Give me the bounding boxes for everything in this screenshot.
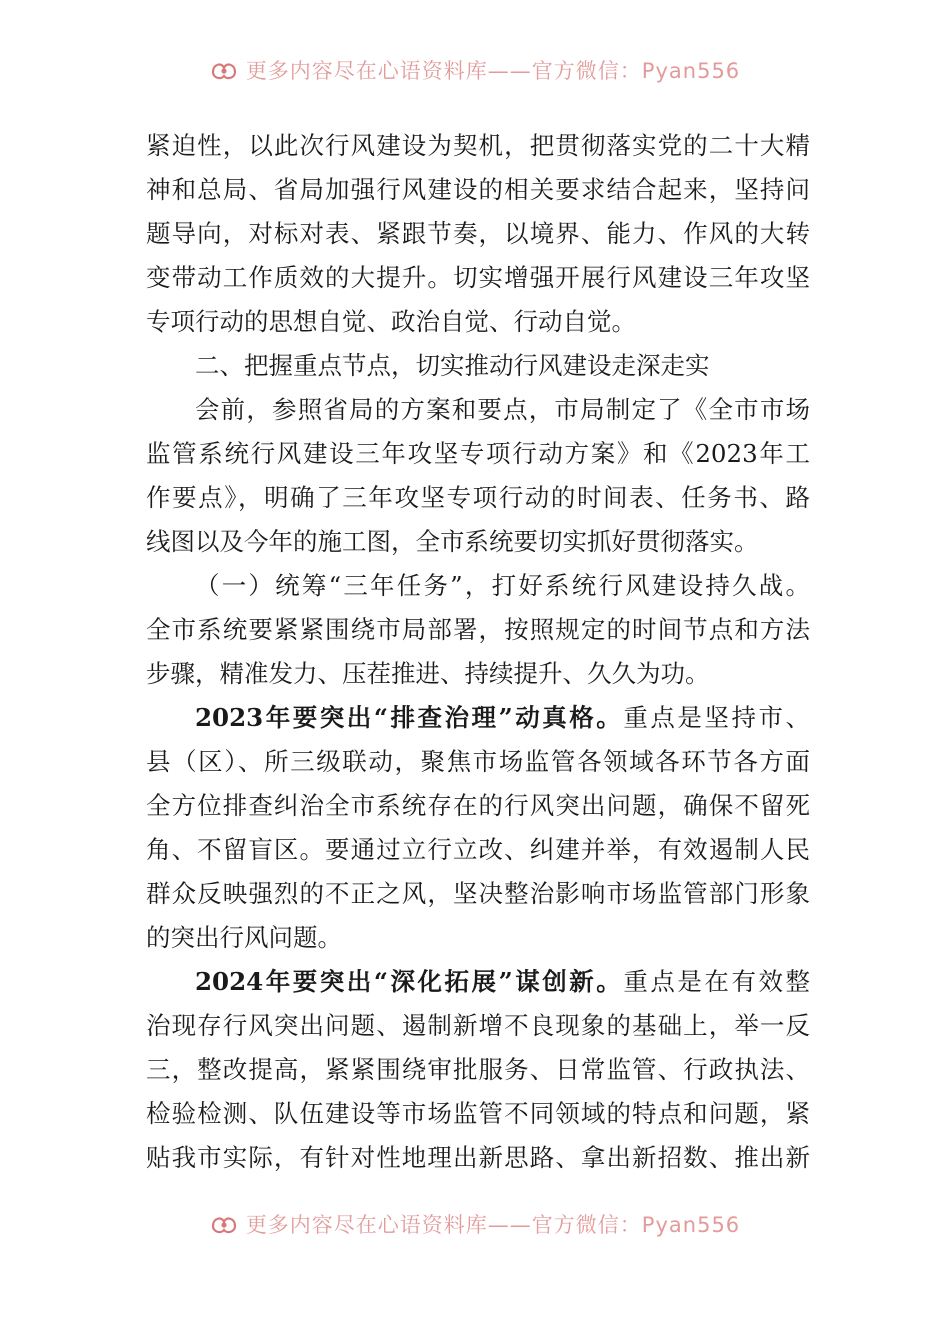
text-line: 线图以及今年的施工图，全市系统要切实抓好贯彻落实。	[146, 527, 759, 556]
footer-watermark	[0, 1206, 950, 1242]
text-line: 的突出行风问题。	[146, 923, 342, 952]
text-line	[146, 696, 810, 740]
bold-lead: 2024年要突出“深化拓展”谋创新。	[195, 967, 624, 996]
text-line: 步骤，精准发力、压茬推进、持续提升、久久为功。	[146, 659, 710, 688]
text-line: 全市系统要紧紧围绕市局部署，按照规定的时间节点和方法	[146, 615, 810, 644]
text-line: 会前，参照省局的方案和要点，市局制定了《全市市场	[195, 395, 810, 424]
text-line: 作要点》，明确了三年攻坚专项行动的时间表、任务书、路	[146, 483, 810, 512]
watermark-logo-icon	[210, 1212, 238, 1236]
header-watermark	[0, 52, 950, 88]
text-line: 神和总局、省局加强行风建设的相关要求结合起来，坚持问	[146, 175, 810, 204]
text-line: 全方位排查纠治全市系统存在的行风突出问题，确保不留死	[146, 791, 810, 820]
section-heading: 二、把握重点节点，切实推动行风建设走深走实	[195, 351, 710, 380]
text-line: 三，整改提高，紧紧围绕审批服务、日常监管、行政执法、	[146, 1055, 810, 1084]
bold-lead: 2023年要突出“排查治理”动真格。	[195, 703, 624, 732]
subsection-heading: （一）统筹“三年任务”，打好系统行风建设持久战。	[195, 571, 810, 600]
watermark-text: 更多内容尽在心语资料库——官方微信：Pyan556	[245, 1213, 741, 1237]
document-body	[146, 124, 810, 1180]
text-line: 治现存行风突出问题、遏制新增不良现象的基础上，举一反	[146, 1011, 810, 1040]
text-line: 角、不留盲区。要通过立行立改、纠建并举，有效遏制人民	[146, 835, 810, 864]
text-line: 紧迫性，以此次行风建设为契机，把贯彻落实党的二十大精	[146, 131, 810, 160]
text-line: 县（区）、所三级联动，聚焦市场监管各领域各环节各方面	[146, 747, 810, 776]
text-line: 监管系统行风建设三年攻坚专项行动方案》和《2023年工	[146, 439, 810, 468]
watermark-logo-icon	[210, 58, 238, 82]
text-run: 重点是坚持市、	[623, 703, 810, 732]
text-line: 变带动工作质效的大提升。切实增强开展行风建设三年攻坚	[146, 263, 810, 292]
text-line	[146, 960, 810, 1004]
text-line: 贴我市实际，有针对性地理出新思路、拿出新招数、推出新	[146, 1143, 810, 1172]
watermark-text: 更多内容尽在心语资料库——官方微信：Pyan556	[245, 59, 741, 83]
text-run: 重点是在有效整	[623, 967, 810, 996]
text-line: 群众反映强烈的不正之风，坚决整治影响市场监管部门形象	[146, 879, 810, 908]
text-line: 专项行动的思想自觉、政治自觉、行动自觉。	[146, 307, 636, 336]
text-line: 检验检测、队伍建设等市场监管不同领域的特点和问题，紧	[146, 1099, 810, 1128]
text-line: 题导向，对标对表、紧跟节奏，以境界、能力、作风的大转	[146, 219, 810, 248]
